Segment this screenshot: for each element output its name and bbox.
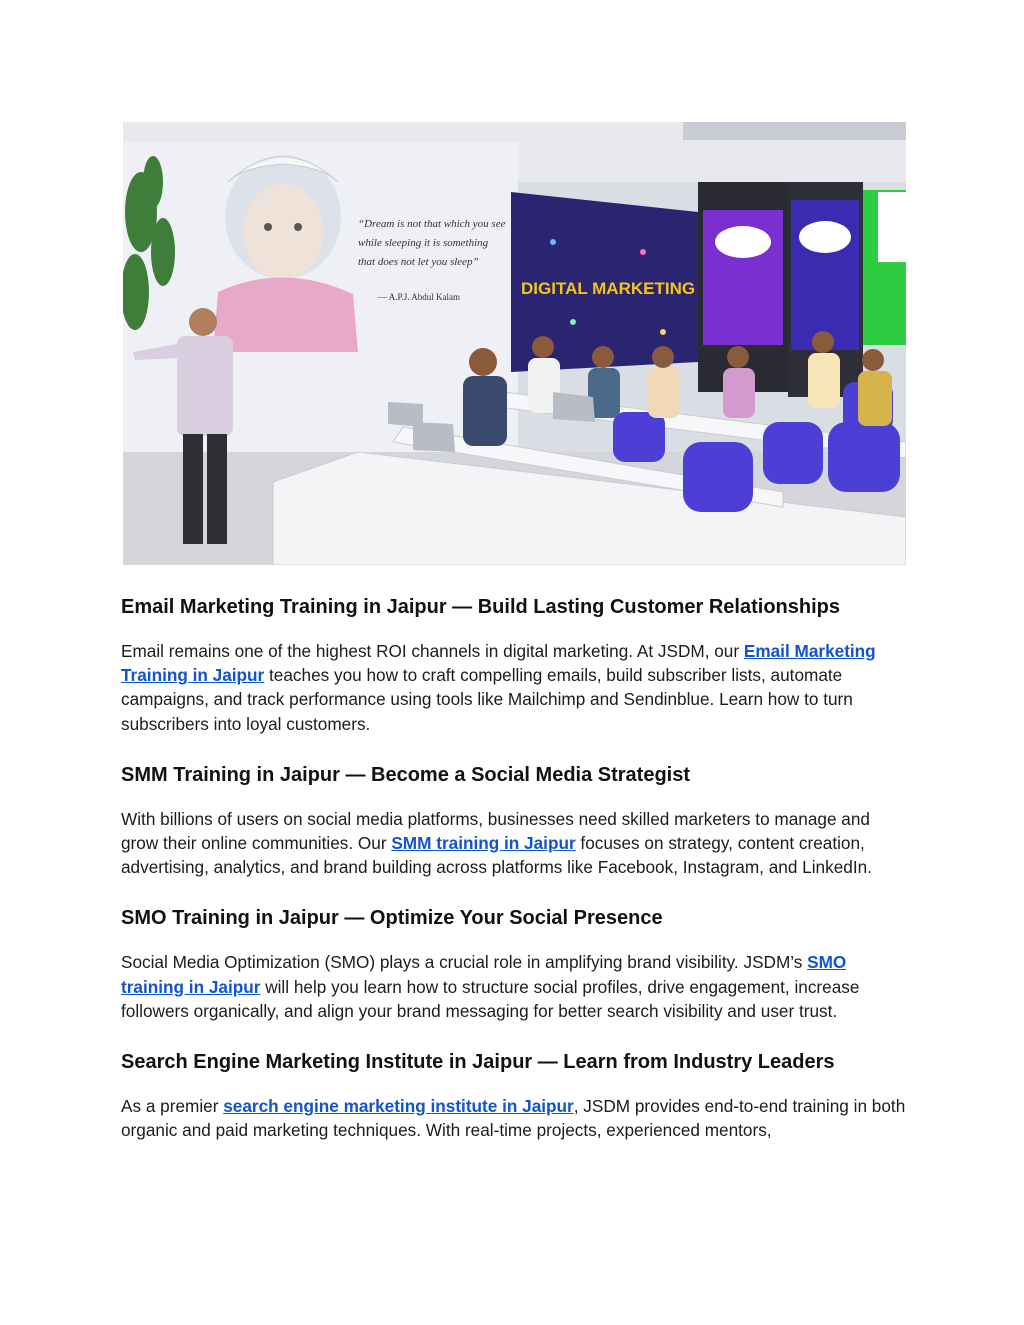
quote-author: — A.P.J. Abdul Kalam bbox=[378, 292, 461, 302]
paragraph-text-after-link: will help you learn how to structure social profiles, drive engagement, increase followers organically, and align your brand messaging for better search visibility and user trust. bbox=[121, 976, 860, 1021]
section-email-marketing bbox=[121, 593, 911, 736]
email-marketing-training-link[interactable]: Email Marketing Training in Jaipur bbox=[121, 641, 876, 686]
section-paragraph bbox=[121, 1094, 911, 1142]
quote-line-3: that does not let you sleep” bbox=[358, 256, 479, 268]
paragraph-text-before-link: With billions of users on social media platforms, businesses need skilled marketers to manage and grow their online communities. Our bbox=[121, 808, 870, 854]
paragraph-text-before-link: Social Media Optimization (SMO) plays a crucial role in amplifying brand visibility. JSDM’s bbox=[121, 952, 808, 973]
search-engine-marketing-institute-link[interactable]: search engine marketing institute in Jaipur bbox=[223, 1096, 574, 1117]
paragraph-text-after-link: teaches you how to craft compelling emails, build subscriber lists, automate campaigns, and track performance using tools like Mailchimp and Sendinblue. Learn how to turn subscribers into loyal customers. bbox=[121, 665, 853, 734]
banner-text: DIGITAL MARKETING bbox=[521, 279, 696, 298]
section-heading: SMM Training in Jaipur — Become a Social Media Strategist bbox=[121, 763, 691, 786]
section-heading: Email Marketing Training in Jaipur — Build Lasting Customer Relationships bbox=[121, 596, 840, 618]
quote-line-2: while sleeping it is something bbox=[358, 237, 489, 249]
section-heading: Search Engine Marketing Institute in Jaipur — Learn from Industry Leaders bbox=[121, 1051, 835, 1074]
smo-training-link[interactable]: SMO training in Jaipur bbox=[121, 952, 847, 997]
quote-line-1: “Dream is not that which you see bbox=[358, 218, 506, 230]
classroom-photo bbox=[123, 122, 906, 565]
paragraph-text-before-link: As a premier bbox=[121, 1096, 224, 1117]
section-paragraph bbox=[121, 807, 911, 880]
paragraph-text-after-link: , JSDM provides end-to-end training in both organic and paid marketing techniques. With real-time projects, experienced mentors, bbox=[121, 1096, 906, 1141]
section-smo-training bbox=[121, 904, 911, 1023]
section-heading: SMO Training in Jaipur — Optimize Your Social Presence bbox=[121, 907, 663, 930]
paragraph-text-after-link: focuses on strategy, content creation, advertising, analytics, and brand building across platforms like Facebook, Instagram, and LinkedIn. bbox=[121, 833, 872, 878]
section-search-engine-marketing bbox=[121, 1048, 911, 1142]
article-content bbox=[121, 593, 911, 1142]
smm-training-link[interactable]: SMM training in Jaipur bbox=[391, 833, 576, 854]
paragraph-text-before-link: Email remains one of the highest ROI channels in digital marketing. At JSDM, our bbox=[121, 641, 744, 661]
section-paragraph bbox=[121, 950, 911, 1023]
section-smm-training bbox=[121, 761, 911, 880]
classroom-photo-illustration bbox=[123, 122, 906, 565]
section-paragraph bbox=[121, 639, 911, 736]
